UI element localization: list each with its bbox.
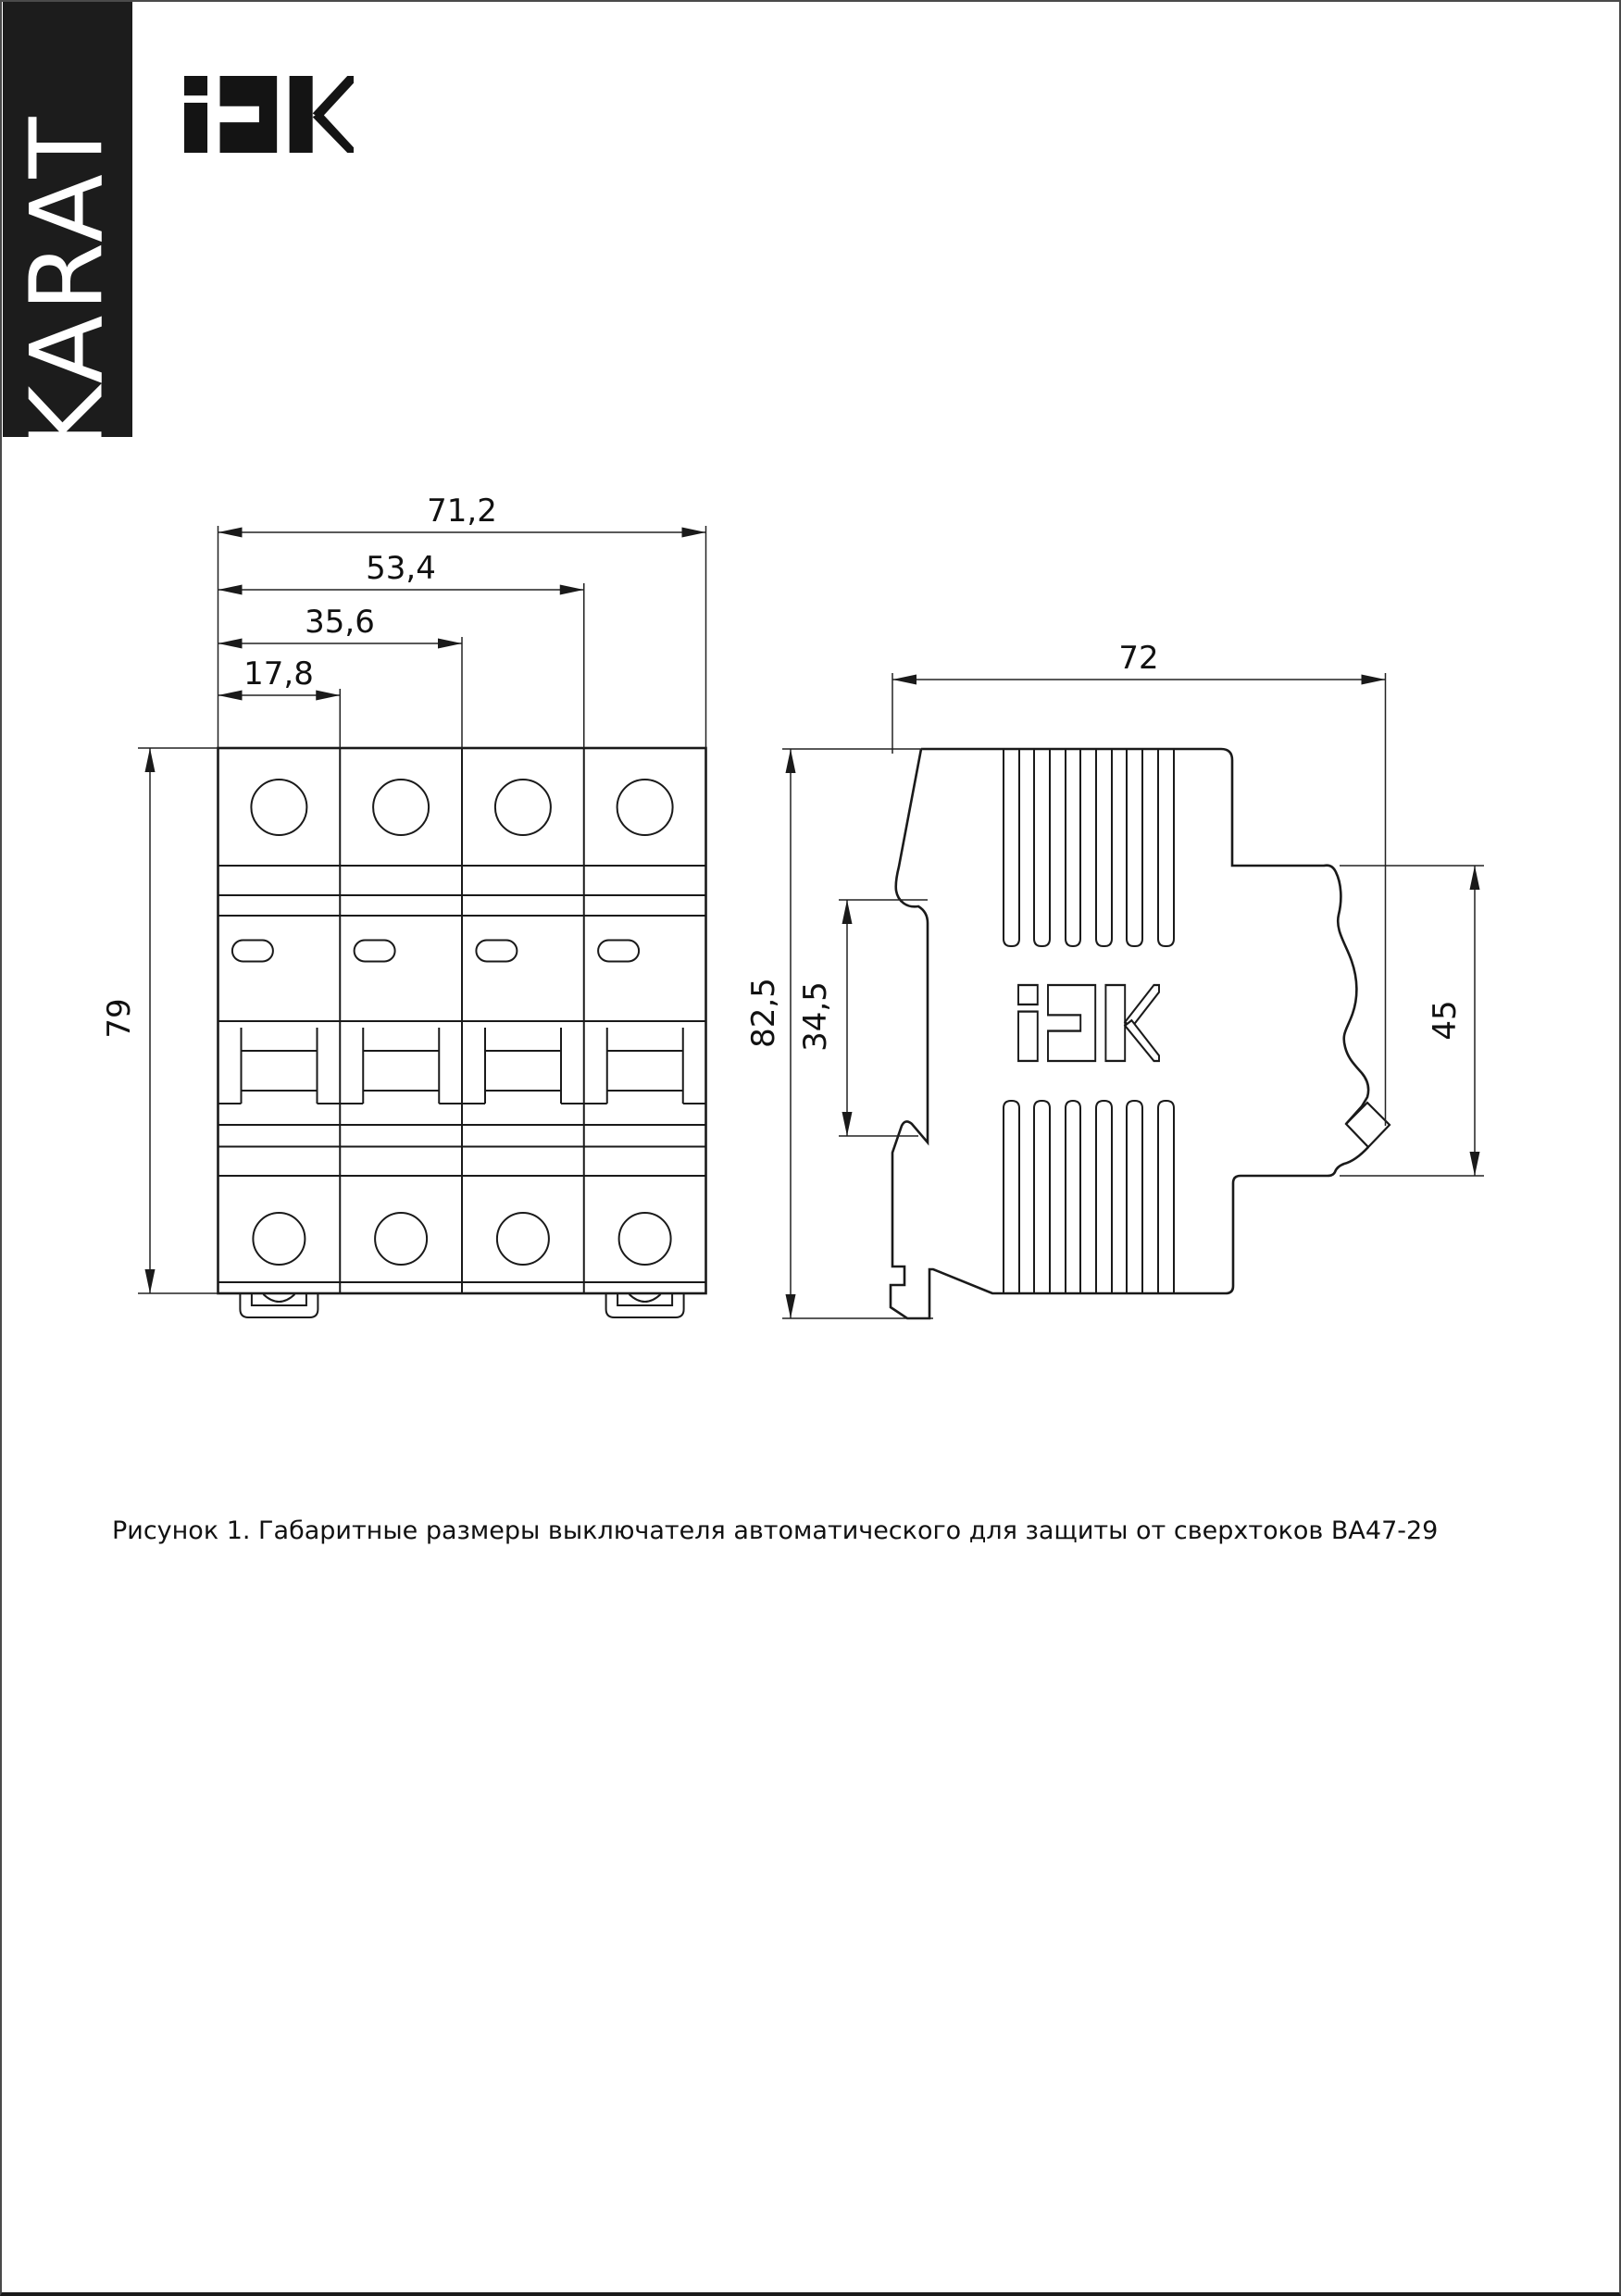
- front-label-windows: [232, 941, 639, 962]
- dim-total-width: 71,2: [427, 493, 497, 530]
- dim-width-3: 53,4: [366, 550, 436, 587]
- figure-caption: Рисунок 1. Габаритные размеры выключателя автоматического для защиты от сверхтоков ВА47-29: [112, 1516, 1439, 1545]
- dim-width-1: 17,8: [243, 655, 314, 693]
- side-body-outline-top: [921, 749, 1368, 1124]
- dimension-labels: [101, 493, 1464, 1052]
- front-din-clips: [240, 1293, 683, 1317]
- dimension-arrows: [145, 528, 1480, 1319]
- side-terminal-screw: [1346, 1103, 1390, 1147]
- side-ribs-lower: [1004, 1101, 1174, 1293]
- dim-back-height: 45: [1427, 1000, 1464, 1041]
- dimensional-drawing: [2, 2, 1621, 2296]
- front-view: [218, 748, 706, 1317]
- side-ribs-upper: [1004, 749, 1174, 946]
- iek-logo: [184, 76, 354, 153]
- dim-width-2: 35,6: [305, 604, 375, 641]
- side-iek-logo: [1018, 985, 1159, 1061]
- side-view: [891, 749, 1390, 1318]
- dim-rail-offset: 34,5: [797, 981, 834, 1052]
- dim-side-height: 82,5: [745, 978, 782, 1048]
- dim-front-height: 79: [101, 998, 138, 1039]
- side-body-outline-bottom: [891, 749, 1368, 1318]
- dim-side-depth: 72: [1118, 640, 1159, 677]
- brand-banner-text: KARAT: [9, 113, 125, 452]
